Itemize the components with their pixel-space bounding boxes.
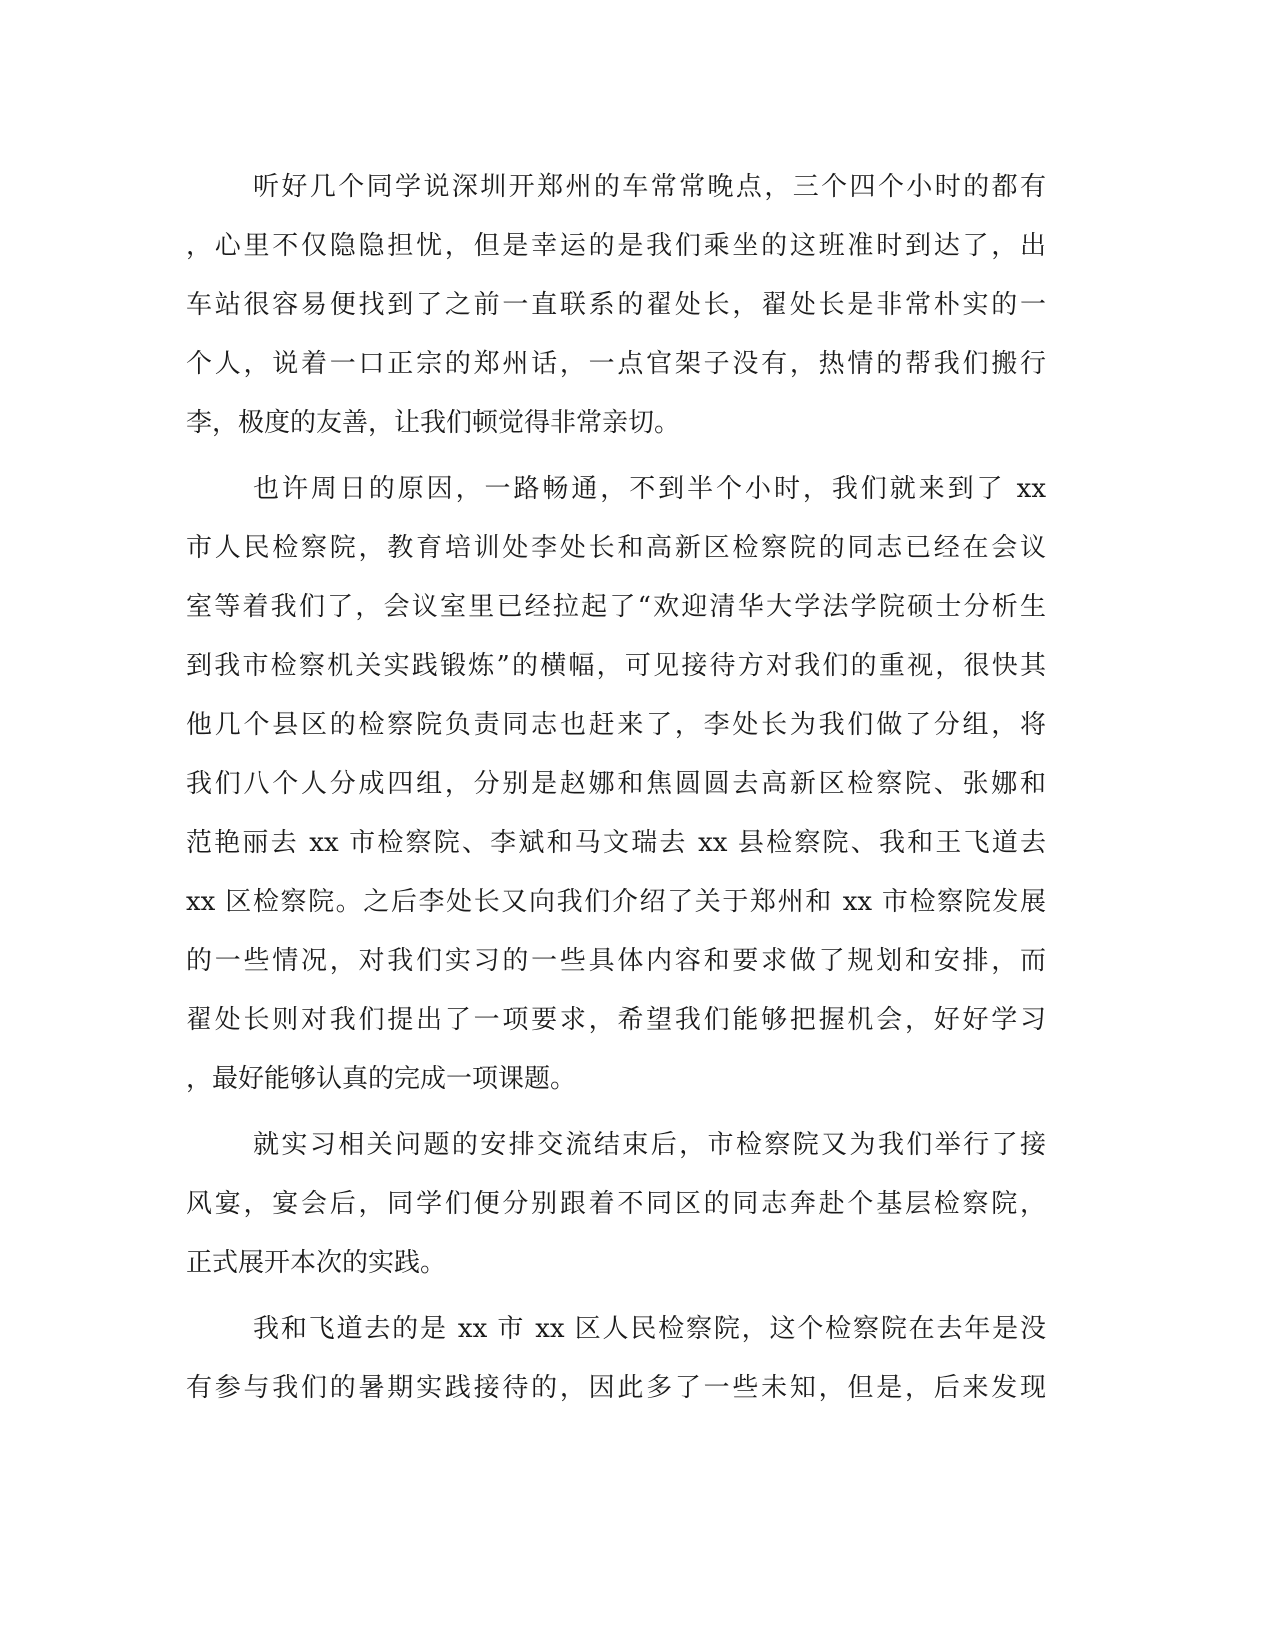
text-line: xx 区检察院。之后李处长又向我们介绍了关于郑州和 xx 市检察院发展 (186, 887, 1046, 917)
text-line: 我和飞道去的是 xx 市 xx 区人民检察院，这个检察院在去年是没 (253, 1314, 1046, 1344)
text-line: 听好几个同学说深圳开郑州的车常常晚点，三个四个小时的都有 (253, 172, 1046, 202)
text-line: 就实习相关问题的安排交流结束后，市检察院又为我们举行了接 (253, 1130, 1046, 1160)
text-line: ，心里不仅隐隐担忧，但是幸运的是我们乘坐的这班准时到达了，出 (186, 231, 1046, 261)
text-line: ，最好能够认真的完成一项课题。 (186, 1064, 577, 1094)
paragraph (186, 460, 1046, 1109)
text-line: 也许周日的原因，一路畅通，不到半个小时，我们就来到了 xx (253, 474, 1046, 504)
text-line: 正式展开本次的实践。 (186, 1248, 447, 1278)
body-text (186, 158, 1046, 1418)
text-line: 市人民检察院，教育培训处李处长和高新区检察院的同志已经在会议 (186, 533, 1046, 563)
text-line: 有参与我们的暑期实践接待的，因此多了一些未知，但是，后来发现 (186, 1373, 1046, 1403)
paragraph-gap (186, 1109, 1046, 1116)
text-line: 的一些情况，对我们实习的一些具体内容和要求做了规划和安排，而 (186, 946, 1046, 976)
paragraph-gap (186, 453, 1046, 460)
paragraph (186, 1116, 1046, 1293)
paragraph-gap (186, 1293, 1046, 1300)
text-line: 室等着我们了，会议室里已经拉起了“欢迎清华大学法学院硕士分析生 (186, 592, 1046, 622)
text-line: 车站很容易便找到了之前一直联系的翟处长，翟处长是非常朴实的一 (186, 290, 1046, 320)
text-line: 李，极度的友善，让我们顿觉得非常亲切。 (186, 408, 681, 438)
text-line: 翟处长则对我们提出了一项要求，希望我们能够把握机会，好好学习 (186, 1005, 1046, 1035)
text-line: 范艳丽去 xx 市检察院、李斌和马文瑞去 xx 县检察院、我和王飞道去 (186, 828, 1046, 858)
text-line: 到我市检察机关实践锻炼”的横幅，可见接待方对我们的重视，很快其 (186, 651, 1046, 681)
text-line: 风宴，宴会后，同学们便分别跟着不同区的同志奔赴个基层检察院， (186, 1189, 1046, 1219)
paragraph (186, 1300, 1046, 1418)
text-line: 他几个县区的检察院负责同志也赶来了，李处长为我们做了分组，将 (186, 710, 1046, 740)
paragraph (186, 158, 1046, 453)
text-line: 个人，说着一口正宗的郑州话，一点官架子没有，热情的帮我们搬行 (186, 349, 1046, 379)
text-line: 我们八个人分成四组，分别是赵娜和焦圆圆去高新区检察院、张娜和 (186, 769, 1046, 799)
